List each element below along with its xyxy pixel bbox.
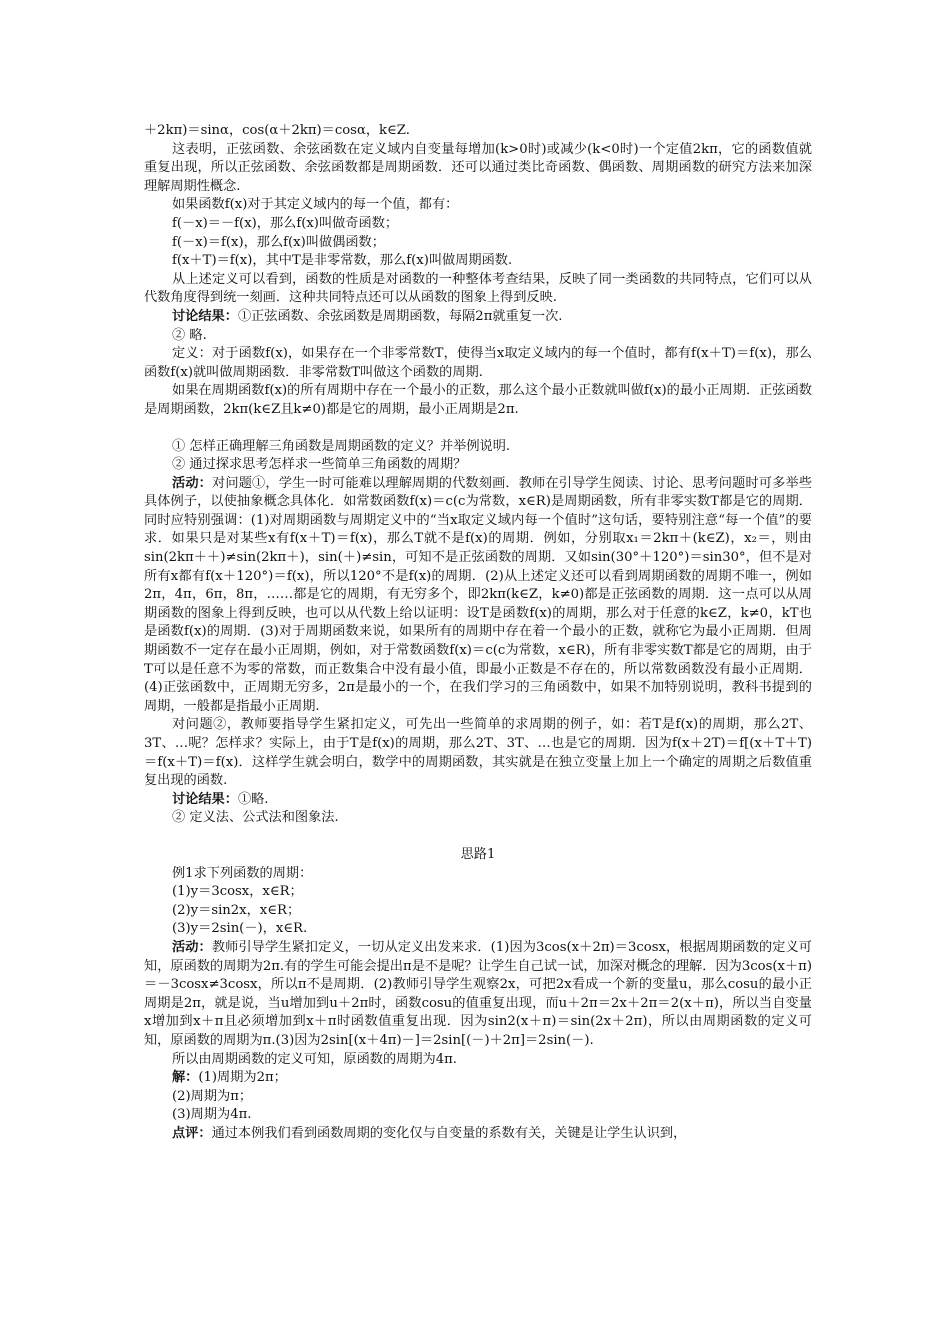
paragraph — [144, 791, 812, 810]
paragraph-spacer — [144, 420, 812, 438]
paragraph — [144, 902, 812, 921]
paragraph — [144, 382, 812, 419]
paragraph-spacer — [144, 828, 812, 846]
paragraph-text: ② 略. — [172, 327, 207, 343]
paragraph — [144, 141, 812, 197]
paragraph — [144, 1088, 812, 1107]
bold-label: 活动： — [172, 475, 213, 491]
paragraph — [144, 271, 812, 308]
paragraph — [144, 345, 812, 382]
document-body — [144, 122, 812, 1143]
paragraph — [144, 308, 812, 327]
bold-label: 活动： — [172, 939, 212, 955]
paragraph — [144, 1106, 812, 1125]
paragraph-text: f(－x)＝f(x)，那么f(x)叫做偶函数； — [172, 234, 385, 250]
paragraph-text: f(x＋T)＝f(x)，其中T是非零常数，那么f(x)叫做周期函数. — [172, 253, 513, 269]
paragraph-text: 例1求下列函数的周期： — [172, 865, 313, 881]
paragraph-text: 所以由周期函数的定义可知，原函数的周期为4π. — [172, 1051, 457, 1067]
paragraph-text: ① 怎样正确理解三角函数是周期函数的定义？并举例说明. — [172, 438, 511, 454]
paragraph — [144, 1069, 812, 1088]
paragraph-text: 对问题②，教师要指导学生紧扣定义，可先出一些简单的求周期的例子，如：若T是f(x)的周期，那么2T、3T、…呢？怎样求？实际上，由于T是f(x)的周期，那么2T、3T、…也是它的周期．因为f(x＋2T)＝f[(x＋T＋T)＝f(x＋T)＝f(x)．这样学生就会明白，数学中的周期函数，其实就是在独立变量上加上一个确定的周期之后数值重复出现的函数. — [144, 717, 812, 789]
section-heading — [144, 846, 812, 865]
paragraph-text: 教师引导学生紧扣定义，一切从定义出发来求．(1)因为3cos(x＋2π)＝3cosx，根据周期函数的定义可知，原函数的周期为2π.有的学生可能会提出π是不是呢？让学生自己试一试，加深对概念的理解．因为3cos(x＋π)＝－3cosx≠3cosx，所以π不是周期．(2)教师引导学生观察2x，可把2x看成一个新的变量u，那么cosu的最小正周期是2π，就是说，当u增加到u＋2π时，函数cosu的值重复出现，而u＋2π＝2x＋2π＝2(x＋π)，所以当自变量x增加到x＋π且必须增加到x＋π时函数值重复出现．因为sin2(x＋π)＝sin(2x＋2π)，所以由周期函数的定义可知，原函数的周期为π.(3)因为2sin[(x＋4π)－]＝2sin[(－)＋2π]＝2sin(－). — [144, 939, 812, 1048]
paragraph — [144, 1125, 812, 1144]
paragraph-text: (1)y＝3cosx，x∈R； — [172, 884, 303, 900]
paragraph-text: (2)y＝sin2x，x∈R； — [172, 902, 301, 918]
bold-label: 讨论结果： — [172, 308, 238, 324]
paragraph — [144, 215, 812, 234]
paragraph-text: (3)周期为4π. — [172, 1107, 252, 1123]
paragraph — [144, 196, 812, 215]
paragraph — [144, 234, 812, 253]
paragraph-text: 从上述定义可以看到，函数的性质是对函数的一种整体考查结果，反映了同一类函数的共同特点，它们可以从代数角度得到统一刻画．这种共同特点还可以从函数的图象上得到反映. — [144, 271, 812, 306]
paragraph — [144, 456, 812, 475]
bold-label: 点评： — [172, 1125, 212, 1141]
paragraph-text: ＋2kπ)＝sinα，cos(α＋2kπ)＝cosα，k∈Z. — [144, 123, 410, 138]
paragraph-text: f(－x)＝－f(x)，那么f(x)叫做奇函数； — [172, 215, 399, 231]
paragraph — [144, 939, 812, 1051]
paragraph — [144, 122, 812, 141]
paragraph — [144, 716, 812, 790]
paragraph-text: ①略. — [237, 791, 269, 807]
paragraph-text: ② 定义法、公式法和图象法. — [172, 810, 339, 826]
paragraph-text: (3)y＝2sin(－)，x∈R. — [172, 921, 308, 937]
paragraph-text: ①正弦函数、余弦函数是周期函数，每隔2π就重复一次. — [237, 308, 563, 324]
paragraph-text: 对问题①，学生一时可能难以理解周期的代数刻画．教师在引导学生阅读、讨论、思考问题时可多举些具体例子，以使抽象概念具体化．如常数函数f(x)＝c(c为常数，x∈R)是周期函数，所有非零实数T都是它的周期．同时应特别强调：(1)对周期函数与周期定义中的“当x取定义域内每一个值时”这句话，要特别注意“每一个值”的要求．如果只是对某些x有f(x＋T)＝f(x)，那么T就不是f(x)的周期．例如，分别取x₁＝2kπ＋(k∈Z)，x₂＝，则由sin(2kπ＋＋)≠sin(2kπ＋)，sin(＋)≠sin，可知不是正弦函数的周期．又如sin(30°＋120°)＝sin30°，但不是对所有x都有f(x＋120°)＝f(x)，所以120°不是f(x)的周期．(2)从上述定义还可以看到周期函数的周期不唯一，例如2π，4π，6π，8π，……都是它的周期，有无穷多个，即2kπ(k∈Z，k≠0)都是正弦函数的周期．这一点可以从周期函数的图象上得到反映，也可以从代数上给以证明：设T是函数f(x)的周期，那么对于任意的k∈Z，k≠0，kT也是函数f(x)的周期．(3)对于周期函数来说，如果所有的周期中存在着一个最小的正数，就称它为最小正周期．但周期函数不一定存在最小正周期，例如，对于常数函数f(x)＝c(c为常数，x∈R)，所有非零实数T都是它的周期，由于T可以是任意不为零的常数，而正数集合中没有最小值，即最小正数是不存在的，所以常数函数没有最小正周期．(4)正弦函数中，正周期无穷多，2π是最小的一个，在我们学习的三角函数中，如果不加特别说明，教科书提到的周期，一般都是指最小正周期. — [144, 475, 813, 714]
paragraph-text: 思路1 — [460, 846, 496, 862]
paragraph-text: 定义：对于函数f(x)，如果存在一个非零常数T，使得当x取定义域内的每一个值时，都有f(x＋T)＝f(x)，那么函数f(x)就叫做周期函数．非零常数T叫做这个函数的周期. — [144, 346, 812, 380]
paragraph-text: (1)周期为2π； — [198, 1070, 287, 1086]
paragraph — [144, 252, 812, 271]
paragraph-text: 如果函数f(x)对于其定义域内的每一个值，都有： — [172, 197, 459, 213]
paragraph — [144, 327, 812, 346]
paragraph-text: 如果在周期函数f(x)的所有周期中存在一个最小的正数，那么这个最小正数就叫做f(x)的最小正周期．正弦函数是周期函数，2kπ(k∈Z且k≠0)都是它的周期，最小正周期是2π. — [144, 383, 812, 417]
paragraph-text: ② 通过探求思考怎样求一些简单三角函数的周期？ — [172, 457, 467, 473]
paragraph — [144, 438, 812, 457]
paragraph — [144, 809, 812, 828]
paragraph-text: (2)周期为π； — [172, 1088, 253, 1104]
paragraph — [144, 475, 812, 717]
paragraph — [144, 1051, 812, 1070]
bold-label: 解： — [172, 1070, 199, 1086]
paragraph — [144, 883, 812, 902]
paragraph-text: 通过本例我们看到函数周期的变化仅与自变量的系数有关，关键是让学生认识到， — [211, 1125, 687, 1141]
paragraph — [144, 865, 812, 884]
paragraph — [144, 920, 812, 939]
paragraph-text: 这表明，正弦函数、余弦函数在定义域内自变量每增加(k>0时)或减少(k<0时)一个定值2kπ，它的函数值就重复出现，所以正弦函数、余弦函数都是周期函数．还可以通过类比奇函数、偶函数、周期函数的研究方法来加深理解周期性概念. — [144, 141, 812, 194]
bold-label: 讨论结果： — [172, 791, 238, 807]
